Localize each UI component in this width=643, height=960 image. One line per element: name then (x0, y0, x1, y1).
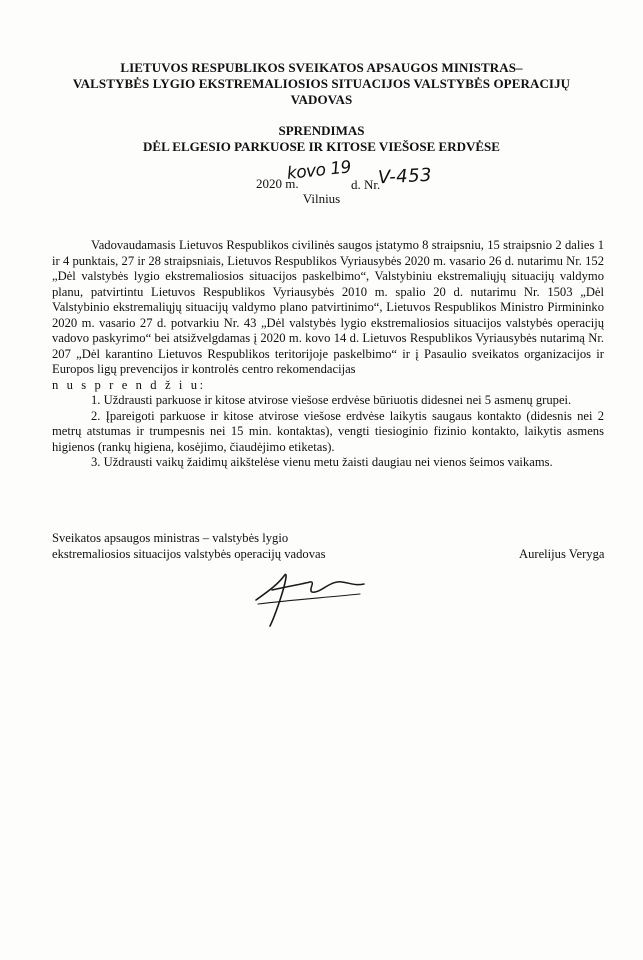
handwritten-doc-number: V-453 (377, 164, 433, 189)
document-heading (40, 123, 603, 155)
handwritten-date: kovo 19 (285, 157, 352, 184)
issuer-line-3: VADOVAS (290, 92, 353, 107)
document-type: SPRENDIMAS (278, 123, 365, 138)
date-year: 2020 m. (256, 176, 299, 191)
signer-position-line-1: Sveikatos apsaugos ministras – valstybės lygio (52, 531, 289, 545)
signature-icon (250, 560, 380, 630)
signer-name: Aurelijus Veryga (519, 547, 605, 561)
place-of-issue: Vilnius (302, 191, 341, 206)
decision-item-2: 2. Įpareigoti parkuose ir kitose atvirose viešose erdvėse laikytis saugaus kontakto (didesnis nei 2 metrų atstumas ir trumpesnis nei 15 min. kontaktas), vengti tiesioginio fizinio kontakto, laikytis asmens higienos (rankų higiena, kosėjimo, čiaudėjimo etiketas). (52, 408, 604, 454)
issuer-header (40, 60, 603, 108)
preamble-paragraph: Vadovaudamasis Lietuvos Respublikos civilinės saugos įstatymo 8 straipsniu, 15 straipsnio 2 dalies 1 ir 4 punktais, 27 ir 28 straipsniais, Lietuvos Respublikos Vyriausybės 2020 m. vasario 26 d. nutarimu Nr. 152 „Dėl valstybės lygio ekstremaliosios situacijos paskelbimo“, Valstybiniu ekstremaliųjų situacijų valdymo planu, patvirtintu Lietuvos Respublikos Vyriausybės 2010 m. spalio 20 d. nutarimu Nr. 1503 „Dėl Valstybinio ekstremaliųjų situacijų valdymo plano patvirtinimo“, Lietuvos Respublikos Ministro Pirmininko 2020 m. vasario 27 d. potvarkiu Nr. 43 „Dėl valstybės lygio ekstremaliosios situacijos valstybės operacijų vadovo paskyrimo“ bei atsižvelgdamas į 2020 m. kovo 14 d. Lietuvos Respublikos Vyriausybės nutarimą Nr. 207 „Dėl karantino Lietuvos Respublikos teritorijoje paskelbimo“ ir į Pasaulio sveikatos organizacijos ir Europos ligų prevencijos ir kontrolės centro rekomendacijas (52, 238, 604, 376)
document-title: DĖL ELGESIO PARKUOSE IR KITOSE VIEŠOSE ERDVĖSE (143, 139, 500, 154)
date-d-number-label: d. Nr. (351, 177, 381, 192)
date-number-line (0, 157, 643, 192)
issuer-line-1: LIETUVOS RESPUBLIKOS SVEIKATOS APSAUGOS MINISTRAS– (120, 60, 523, 75)
issuer-line-2: VALSTYBĖS LYGIO EKSTREMALIOSIOS SITUACIJOS VALSTYBĖS OPERACIJŲ (72, 76, 571, 91)
decides-word: n u s p r e n d ž i u: (52, 377, 206, 392)
decision-item-3: 3. Uždrausti vaikų žaidimų aikštelėse vienu metu žaisti daugiau nei vienos šeimos vaikams. (91, 455, 553, 469)
signer-position-line-2: ekstremaliosios situacijos valstybės operacijų vadovas (52, 547, 326, 561)
document-body (52, 238, 604, 471)
decision-item-1: 1. Uždrausti parkuose ir kitose atvirose viešose erdvėse būriuotis didesnei nei 5 asmenų grupei. (91, 393, 572, 407)
